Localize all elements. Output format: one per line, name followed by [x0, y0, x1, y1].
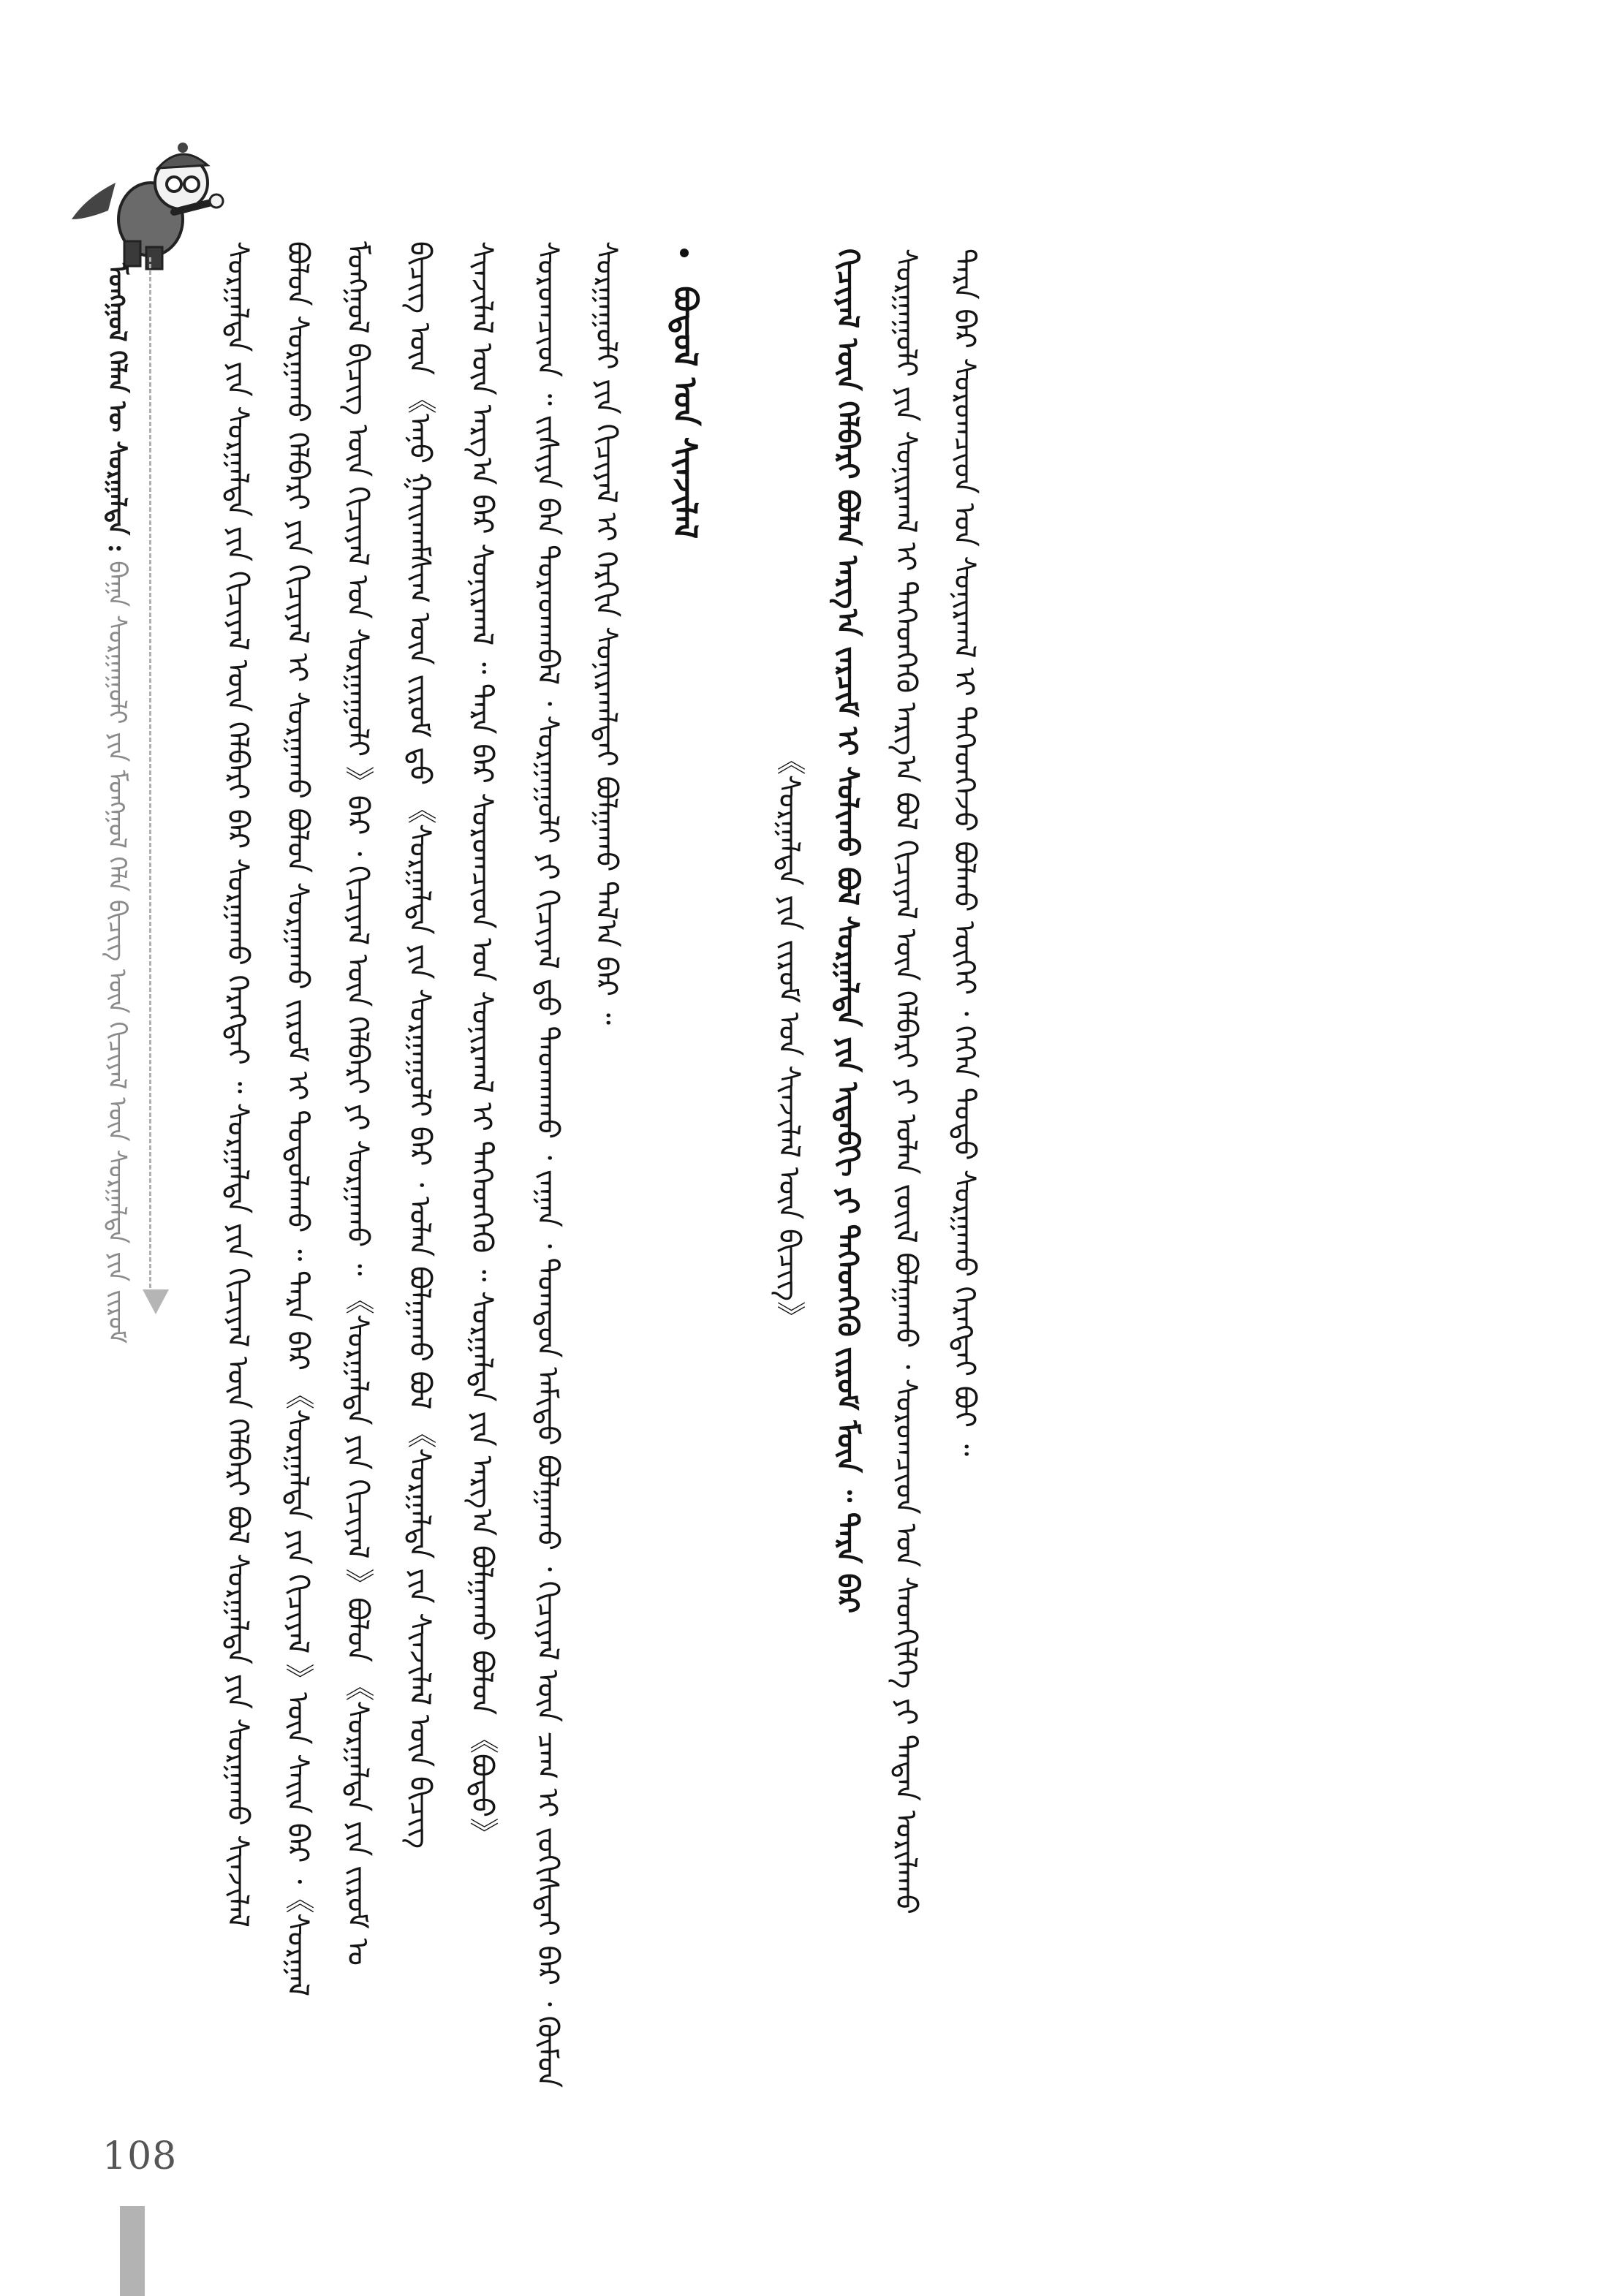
text-column-9: ᠮᠣᠩᠭᠣᠯ ᠪᠢᠴᠢᠭ ᠦᠨ ᠬᠢᠴᠢᠶᠡᠯ ᠤᠨ ᠰᠤᠷᠭᠠᠭᠤᠯᠢ 》ᠪᠠᠷ ᠂ ᠬᠢᠴᠢᠶᠡᠯ ᠦᠨ ᠬᠡᠯᠪᠡᠷᠢ ᠶᠢ ᠰᠤᠷᠭᠠᠬᠤ ᠃ 《ᠰᠤᠷᠭᠠᠯᠲᠠ ᠶᠢᠨ ᠬᠢᠴᠢᠶᠡᠯ 》ᠪᠣᠯᠣᠨ 《ᠰᠤᠷᠭᠠᠯᠲᠠ ᠶᠢᠨ ᠵᠢᠷᠤᠮ ᠤ — [341, 241, 374, 1966]
text-column-3: ᠬᠢᠴᠢᠶᠡᠯ ᠦᠨ ᠬᠡᠯᠪᠡᠷᠢ ᠪᠣᠯᠠᠨ ᠠᠷᠭ᠎ᠠ ᠵᠠᠷᠴᠢᠮ ᠢ ᠰᠣᠯᠢᠬᠤ ᠪᠣᠯ ᠰᠤᠷᠭᠠᠯᠲᠠ ᠶᠢᠨ ᠢᠳᠡᠪᠬᠢ ᠶᠢ ᠳᠡᠭᠡᠳᠬᠡᠬᠦ ᠵᠢᠷᠤᠮ ᠮᠥᠨ ᠃ ᠲᠡᠷᠡ ᠪᠡᠷ — [831, 249, 865, 1614]
running-header — [102, 263, 132, 1344]
text-column-10: ᠪᠣᠯᠣᠨ ᠰᠤᠷᠭᠠᠬᠤ ᠬᠡᠯᠪᠡᠷᠢ ᠶᠢᠨ ᠬᠢᠴᠢᠶᠡᠯ ᠢ ᠰᠤᠷᠭᠠᠬᠤ ᠪᠣᠯᠣᠨ ᠰᠤᠷᠭᠠᠬᠤ ᠵᠢᠷᠤᠮ ᠢ ᠲᠤᠳᠤᠯᠠᠬᠤ ᠃ ᠲᠡᠷᠡ ᠪᠡᠷ 《ᠰᠤᠷᠭᠠᠯᠲᠠ ᠶᠢᠨ ᠬᠢᠴᠢᠶᠡᠯ 》ᠦᠨ ᠰᠠᠢᠨ ᠪᠠᠷ ᠂《ᠰᠤᠷᠭᠠᠯ — [281, 241, 314, 1997]
section-heading — [662, 249, 706, 539]
page-number: 108 — [102, 2134, 178, 2178]
text-column-7: ᠰᠢᠨᠵᠢᠯᠡᠯ ᠦᠨ ᠠᠷᠭ᠎ᠠ ᠪᠡᠷ ᠰᠣᠨᠢᠷᠬᠠᠯ ᠃ ᠲᠡᠷᠡ ᠪᠡᠷ ᠰᠤᠷᠤᠭᠴᠢᠳ ᠤᠨ ᠰᠣᠨᠢᠷᠬᠠᠯ ᠢ ᠳᠡᠭᠡᠳᠬᠡᠬᠦ ᠃ ᠰᠤᠷᠭᠠᠯᠲᠠ ᠶᠢᠨ ᠠᠷᠭ᠎ᠠ ᠪᠣᠯᠭᠠᠬᠤ ᠪᠣᠯᠣᠨ 《ᠪᠣᠳᠣ》 — [465, 241, 499, 1847]
mascot-illustration — [64, 132, 225, 278]
running-header-rest: ᠪᠠᠭᠠ ᠰᠤᠷᠭᠠᠭᠤᠯᠢ ᠶᠢᠨ ᠮᠣᠩᠭᠣᠯ ᠬᠡᠯᠡ ᠪᠢᠴᠢᠭ ᠦᠨ ᠬᠢᠴᠢᠶᠡᠯ ᠦᠨ ᠰᠤᠷᠭᠠᠯᠲᠠ ᠶᠢᠨ ᠵᠢᠷᠤᠮ — [102, 561, 132, 1344]
running-header-lead: ᠮᠣᠩᠭᠣᠯ ᠬᠡᠯᠡᠨ ᠦ ᠰᠤᠷᠭᠠᠯᠲᠠ : — [102, 263, 132, 553]
text-column-6: ᠰᠤᠷᠤᠭᠴᠢᠳ ᠃ ᠵᠢᠱᠢᠶᠡ ᠪᠡᠨ ᠳᠤᠷᠠᠳᠬᠠᠪᠠᠯ ᠂ ᠰᠤᠷᠭᠠᠭᠤᠯᠢ ᠶᠢ ᠬᠢᠴᠢᠶᠡᠯ ᠳ᠋ᠤ ᠳᠠᠳᠬᠠᠬᠤ ᠂ ᠵᠠᠭᠠᠨ ᠂ ᠳᠣᠭᠳᠣᠨ ᠠᠮᠢᠳᠤ ᠪᠣᠯᠭᠠᠬᠤ ᠂ ᠬᠢᠴᠢᠶᠡᠯ ᠦᠨ ᠴᠠᠭ ᠢ ᠵᠣᠬᠢᠰᠲᠠᠢ ᠪᠡᠷ ᠂ ᠬᠦᠮᠦᠨ — [531, 241, 564, 2088]
page-thumb-bar — [120, 2206, 145, 2296]
text-column-4: 《ᠰᠤᠷᠭᠠᠯᠲᠠ ᠶᠢᠨ ᠵᠢᠷᠤᠮ ᠤᠨ ᠰᠢᠨᠵᠢᠯᠡᠯ ᠦᠨ ᠪᠢᠴᠢᠭ᠌》 — [772, 746, 806, 1331]
text-column-2: ᠰᠤᠷᠭᠠᠭᠤᠯᠢ ᠶᠢᠨ ᠰᠣᠨᠢᠷᠬᠠᠯ ᠢ ᠳᠡᠭᠡᠳᠬᠡᠬᠦ ᠠᠷᠭ᠎ᠠ ᠪᠣᠯ ᠬᠢᠴᠢᠶᠡᠯ ᠦᠨ ᠬᠡᠯᠪᠡᠷᠢ ᠶᠢ ᠣᠯᠠᠨ ᠵᠦᠢᠯ ᠪᠣᠯᠭᠠᠬᠤ ᠂ ᠰᠤᠷᠤᠭᠴᠢᠳ ᠤᠨ ᠰᠡᠳᠬᠢᠯᠭᠡ ᠶᠢ ᠲᠠᠲᠠᠨ ᠤᠷᠢᠯᠠᠬᠤ — [889, 249, 923, 1914]
text-column-8: ᠪᠢᠴᠢᠭ᠌ ᠦᠨ 《ᠠᠨ᠋ᠤ ᠭᠠᠢᠬᠠᠮᠰᠢᠭ ᠦᠨ ᠵᠢᠷᠤᠮ ᠳ᠋ᠤ 《ᠰᠤᠷᠭᠠᠯᠲᠠ ᠶᠢᠨ ᠰᠤᠷᠭᠠᠭᠤᠯᠢ ᠪᠠᠷ ᠂ ᠣᠯᠠᠨ ᠪᠣᠯᠭᠠᠬᠤ ᠪᠣᠯ 《ᠰᠤᠷᠭᠠᠯᠲᠠ ᠶᠢᠨ ᠰᠢᠨᠵᠢᠯᠡᠯ ᠦᠨ ᠪᠢᠴᠢᠭ᠌ — [403, 241, 436, 1849]
text-column-5: ᠰᠤᠷᠭᠠᠭᠤᠯᠢ ᠶᠢᠨ ᠬᠢᠴᠢᠶᠡᠯ ᠢ ᠬᠡᠷᠬᠢᠨ ᠰᠣᠨᠢᠷᠬᠠᠯᠲᠠᠢ ᠪᠣᠯᠭᠠᠬᠤ ᠲᠠᠯ᠎ᠠ ᠪᠠᠷ ᠃ — [589, 241, 623, 1026]
section-heading-text: ᠪᠣᠳᠤᠯ ᠤᠨ ᠰᠢᠨᠵᠢᠯᠡᠯ — [666, 286, 703, 539]
text-column-11: ᠰᠤᠷᠭᠠᠯᠲᠠ ᠶᠢᠨ ᠰᠤᠷᠭᠠᠯᠲᠠ ᠶᠢᠨ ᠬᠢᠴᠢᠶᠡᠯ ᠦᠨ ᠬᠡᠯᠪᠡᠷᠢ ᠪᠡᠷ ᠰᠤᠷᠭᠠᠬᠤ ᠬᠡᠷᠡᠭᠲᠡᠢ ᠃ ᠰᠤᠷᠭᠠᠯᠲᠠ ᠶᠢᠨ ᠬᠢᠴᠢᠶᠡᠯ ᠦᠨ ᠬᠡᠯᠪᠡᠷᠢ ᠪᠣᠯ ᠰᠤᠷᠭᠠᠯᠲᠠ ᠶᠢᠨ ᠰᠤᠷᠭᠠᠬᠤ ᠰᠢᠨᠵᠢᠯᠡᠯ — [221, 241, 254, 1928]
bullet-icon — [680, 249, 689, 257]
triangle-marker-icon — [143, 1289, 169, 1314]
text-column-1: ᠲᠡᠷᠡ ᠪᠡᠷ ᠰᠤᠷᠤᠭᠴᠢᠳ ᠤᠨ ᠰᠣᠨᠢᠷᠬᠠᠯ ᠢ ᠳᠡᠭᠡᠳᠬᠡᠵᠦ ᠪᠣᠯᠬᠤ ᠦᠭᠡᠢ ᠂ ᠭᠡᠭᠡᠨ ᠲᠣᠳᠣ ᠰᠤᠷᠭᠠᠬᠤ ᠬᠡᠷᠡᠭᠲᠡᠢ ᠪᠣᠢ ᠃ — [947, 249, 981, 1457]
header-dashed-rule — [149, 257, 151, 1288]
